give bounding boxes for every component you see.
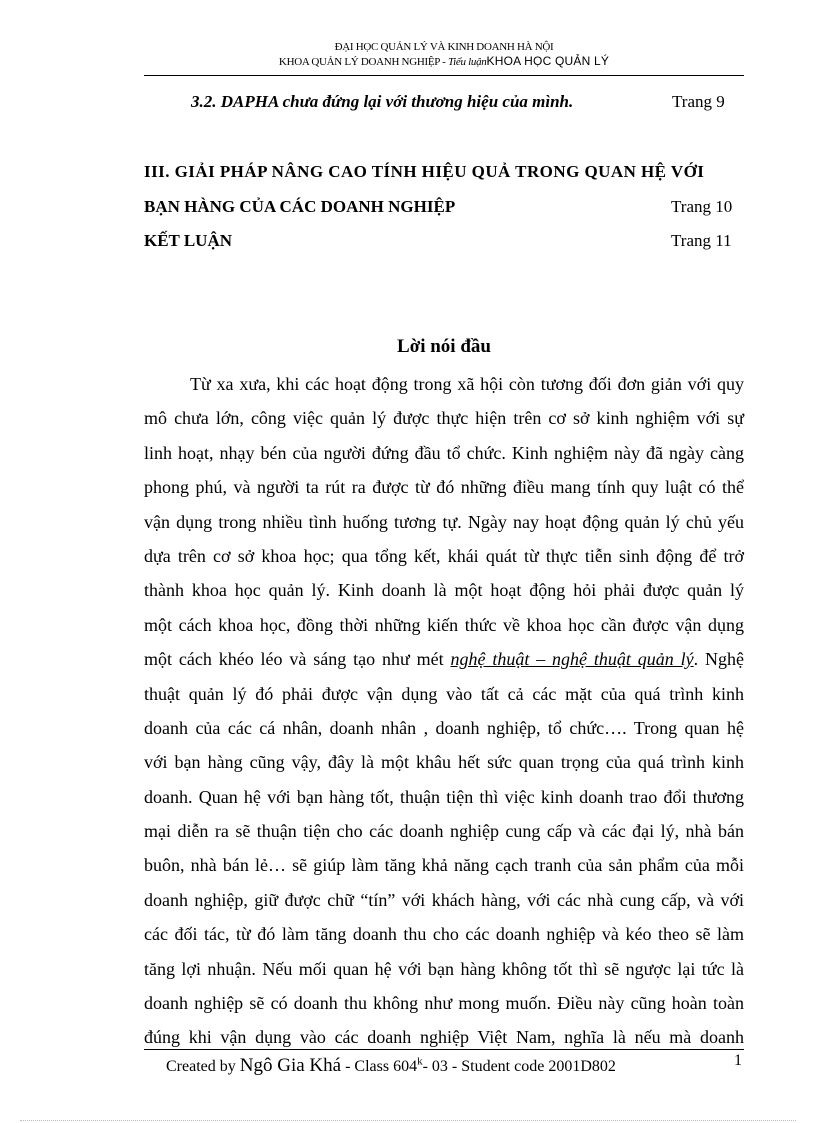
faculty-line	[144, 54, 744, 69]
page-number: 1	[734, 1052, 742, 1069]
body-paragraph	[144, 370, 744, 1058]
toc-title: 3.2. DAPHA chưa đứng lại với thương hiệu của mình.	[191, 92, 574, 111]
body-line: thuật quản lý đó phải được vận dụng vào tất cả các mặt của quá trình kinh	[144, 683, 744, 704]
body-line: buôn, nhà bán lẻ… sẽ giúp làm tăng khả năng cạch tranh của sản phẩm của mỗi	[144, 855, 744, 876]
class-superscript: k	[417, 1055, 423, 1068]
toc-title: KẾT LUẬN	[144, 231, 233, 250]
line-text: . Nghệ	[693, 649, 744, 670]
body-line: đúng khi vận dụng vào các doanh nghiệp Việt Nam, nghĩa là nếu mà doanh	[144, 1027, 744, 1048]
body-line: dựa trên cơ sở khoa học; qua tổng kết, khái quát từ thực tiễn sinh động để trở	[144, 545, 744, 566]
toc-row	[144, 162, 744, 192]
subject-name: KHOA HỌC QUẢN LÝ	[486, 54, 610, 68]
line-text: một cách khéo léo và sáng tạo như mét	[144, 649, 451, 670]
toc-title: III. GIẢI PHÁP NÂNG CAO TÍNH HIỆU QUẢ TRONG QUAN HỆ VỚI	[144, 162, 705, 181]
footer-rule	[144, 1049, 744, 1050]
body-line-emphasis	[144, 645, 744, 679]
body-line: doanh. Quan hệ với bạn hàng tốt, thuận tiện thì việc kinh doanh trao đổi thương	[144, 786, 744, 807]
body-line: một cách khoa học, đồng thời những kiến thức về khoa học cần được vận dụng	[144, 614, 744, 635]
body-line: phong phú, và người ta rút ra được từ đó những điều mang tính quy luật có thể	[144, 477, 744, 498]
body-line: các đối tác, từ đó làm tăng doanh thu cho các doanh nghiệp và kéo theo sẽ làm	[144, 924, 744, 945]
emphasized-phrase: nghệ thuật – nghệ thuật quản lý	[450, 649, 694, 670]
body-line: linh hoạt, nhạy bén của người đứng đầu tổ chức. Kinh nghiệm này đã ngày càng	[144, 442, 744, 463]
body-line: Từ xa xưa, khi các hoạt động trong xã hội còn tương đối đơn giản với quy	[190, 374, 744, 394]
toc-page: Trang 11	[671, 231, 732, 250]
toc-page: Trang 10	[671, 197, 733, 216]
author-name: Ngô Gia Khá	[239, 1055, 342, 1076]
section-title: Lời nói đầu	[397, 336, 491, 357]
body-line: mại diễn ra sẽ thuận tiện cho các doanh nghiệp cung cấp và các đại lý, nhà bán	[144, 821, 744, 842]
body-line: doanh nghiệp, giữ được chữ “tín” với khách hàng, với các nhà cung cấp, và với	[144, 889, 744, 910]
page-header	[144, 40, 744, 69]
body-line: doanh của các cá nhân, doanh nhân , doanh nghiệp, tổ chức…. Trong quan hệ	[144, 717, 744, 738]
page-footer	[166, 1055, 616, 1077]
class-label: - Class 604	[341, 1058, 418, 1075]
toc-row	[144, 197, 744, 227]
student-code: - 03 - Student code 2001D802	[422, 1058, 616, 1075]
page-bottom-divider	[20, 1120, 796, 1121]
created-by-label: Created by	[166, 1058, 240, 1075]
body-line: với bạn hàng cũng vậy, đây là một khâu hết sức quan trọng của quá trình kinh	[144, 752, 744, 773]
toc-page: Trang 9	[672, 92, 725, 111]
body-line: mô chưa lớn, công việc quản lý được thực hiện trên cơ sở kinh nghiệm với sự	[144, 408, 744, 429]
toc-row	[144, 231, 744, 261]
doc-type: Tiểu luận	[447, 56, 487, 68]
body-line: vận dụng trong nhiều tình huống tương tự. Ngày nay hoạt động quản lý chủ yếu	[144, 511, 744, 532]
faculty-name: KHOA QUẢN LÝ DOANH NGHIỆP -	[278, 56, 448, 68]
toc-title: BẠN HÀNG CỦA CÁC DOANH NGHIỆP	[144, 197, 456, 216]
body-line: doanh nghiệp sẽ có doanh thu không như mong muốn. Điều này cũng hoàn toàn	[144, 993, 744, 1014]
header-rule	[144, 75, 744, 76]
body-line: thành khoa học quản lý. Kinh doanh là một hoạt động hỏi phải được quản lý	[144, 580, 744, 601]
body-line: tăng lợi nhuận. Nếu mối quan hệ với bạn hàng không tốt thì sẽ ngược lại tức là	[144, 958, 744, 979]
toc-row	[144, 92, 744, 122]
university-name: ĐẠI HỌC QUẢN LÝ VÀ KINH DOANH HÀ NỘI	[334, 41, 554, 53]
